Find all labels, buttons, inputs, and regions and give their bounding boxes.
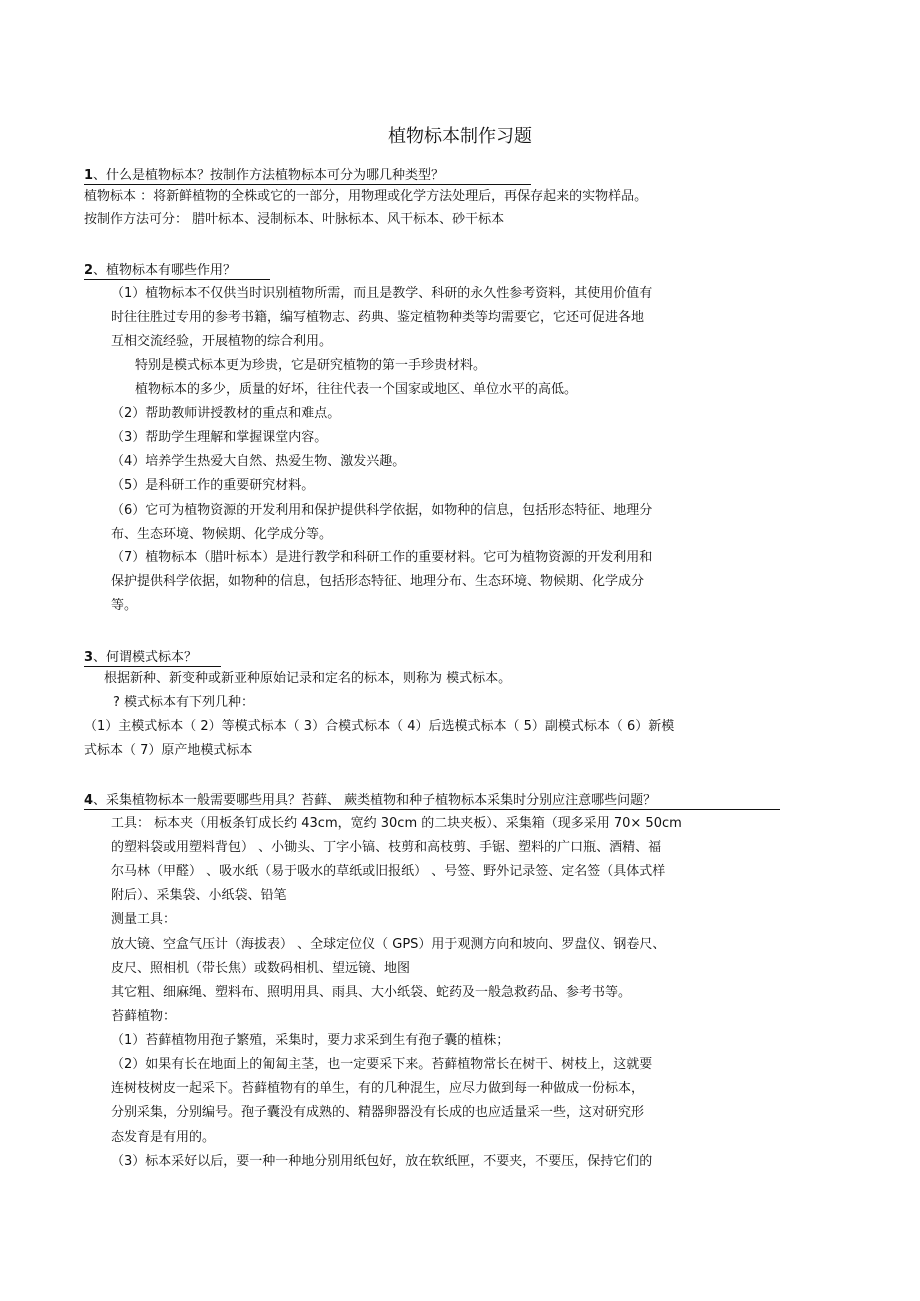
question-1-heading — [84, 167, 444, 185]
answer-line: 其它粗、细麻绳、塑料布、照明用具、雨具、大小纸袋、蛇药及一般急救药品、参考书等。 — [111, 985, 632, 1000]
answer-line: 保护提供科学依据，如物种的信息，包括形态特征、地理分布、生态环境、物候期、化学成分 — [111, 574, 645, 589]
answer-line: （1）苔藓植物用孢子繁殖，采集时，要力求采到生有孢子囊的植株； — [111, 1033, 510, 1048]
question-number: 3 — [84, 650, 94, 665]
question-text: 、植物标本有哪些作用？ — [93, 263, 237, 278]
answer-line: 根据新种、新变种或新亚种原始记录和定名的标本，则称为 模式标本。 — [104, 671, 512, 686]
answer-line: 的塑料袋或用塑料背包） 、小锄头、丁字小镐、枝剪和高枝剪、手锯、塑料的广口瓶、酒精、福 — [111, 840, 662, 855]
question-text: 、采集植物标本一般需要哪些用具？苔藓、 蕨类植物和种子植物标本采集时分别应注意哪些问题？ — [93, 793, 657, 808]
question-4-heading — [84, 792, 656, 810]
question-number: 1 — [84, 168, 94, 183]
page-title: 植物标本制作习题 — [388, 126, 532, 147]
answer-line: （3）帮助学生理解和掌握课堂内容。 — [111, 430, 328, 445]
answer-line: （1）植物标本不仅供当时识别植物所需，而且是教学、科研的永久性参考资料，其使用价值有 — [111, 286, 653, 301]
question-3-heading — [84, 649, 197, 667]
answer-line: 皮尺、照相机（带长焦）或数码相机、望远镜、地图 — [111, 961, 411, 976]
answer-line: 互相交流经验，开展植物的综合利用。 — [111, 334, 333, 349]
answer-line: 分别采集，分别编号。孢子囊没有成熟的、精器卵器没有长成的也应适量采一些，这对研究形 — [111, 1105, 645, 1120]
answer-line: （2）帮助教师讲授教材的重点和难点。 — [111, 406, 341, 421]
answer-line: 等。 — [111, 598, 138, 613]
question-text: 、何谓模式标本？ — [93, 650, 198, 665]
question-number: 4 — [84, 793, 94, 808]
question-underline — [84, 666, 221, 667]
answer-line: 布、生态环境、物候期、化学成分等。 — [111, 527, 333, 542]
answer-line: 式标本（ 7）原产地模式标本 — [84, 743, 253, 758]
answer-line: 工具： 标本夹（用板条钉成长约 43cm，宽约 30cm 的二块夹板）、采集箱（现多采用 70× 50cm — [111, 816, 682, 831]
answer-line: （7）植物标本（腊叶标本）是进行教学和科研工作的重要材料。它可为植物资源的开发利用和 — [111, 550, 653, 565]
answer-line: （5）是科研工作的重要研究材料。 — [111, 478, 315, 493]
answer-line: ? 模式标本有下列几种： — [113, 695, 255, 710]
answer-line: （2）如果有长在地面上的匍匐主茎，也一定要采下来。苔藓植物常长在树干、树枝上，这就要 — [111, 1057, 653, 1072]
answer-line: 按制作方法可分： 腊叶标本、浸制标本、叶脉标本、风干标本、砂干标本 — [84, 212, 505, 227]
question-2-heading — [84, 262, 236, 280]
answer-line: （3）标本采好以后，要一种一种地分别用纸包好，放在软纸匣，不要夹，不要压，保持它们的 — [111, 1154, 653, 1169]
answer-line: 附后）、采集袋、小纸袋、铅笔 — [111, 888, 287, 903]
question-underline — [84, 809, 780, 810]
question-underline — [84, 279, 270, 280]
answer-line: 特别是模式标本更为珍贵，它是研究植物的第一手珍贵材料。 — [135, 358, 487, 373]
answer-line: 苔藓植物： — [111, 1009, 177, 1024]
answer-line: （6）它可为植物资源的开发利用和保护提供科学依据，如物种的信息，包括形态特征、地理分 — [111, 503, 653, 518]
answer-line: 放大镜、空盒气压计（海拔表） 、全球定位仪（ GPS）用于观测方向和坡向、罗盘仪、钢卷尺、 — [111, 937, 666, 952]
answer-line: 植物标本的多少，质量的好坏，往往代表一个国家或地区、单位水平的高低。 — [135, 382, 578, 397]
question-number: 2 — [84, 263, 94, 278]
answer-line: （4）培养学生热爱大自然、热爱生物、激发兴趣。 — [111, 454, 406, 469]
answer-line: 连树枝树皮一起采下。苔藓植物有的单生，有的几种混生，应尽力做到每一种做成一份标本， — [111, 1081, 645, 1096]
question-underline — [84, 184, 531, 185]
answer-line: 尔马林（甲醛） 、吸水纸（易于吸水的草纸或旧报纸） 、号签、野外记录签、定名签（具体式样 — [111, 864, 666, 879]
answer-line: 测量工具： — [111, 912, 177, 927]
question-text: 、什么是植物标本？按制作方法植物标本可分为哪几种类型？ — [93, 168, 445, 183]
answer-line: （1）主模式标本（ 2）等模式标本（ 3）合模式标本（ 4）后选模式标本（ 5）副模式标本（ 6）新模 — [84, 719, 675, 734]
answer-line: 植物标本 ：将新鲜植物的全株或它的一部分，用物理或化学方法处理后，再保存起来的实物样品。 — [84, 189, 648, 204]
answer-line: 时往往胜过专用的参考书籍，编写植物志、药典、鉴定植物种类等均需要它，它还可促进各地 — [111, 310, 645, 325]
answer-line: 态发育是有用的。 — [111, 1130, 216, 1145]
